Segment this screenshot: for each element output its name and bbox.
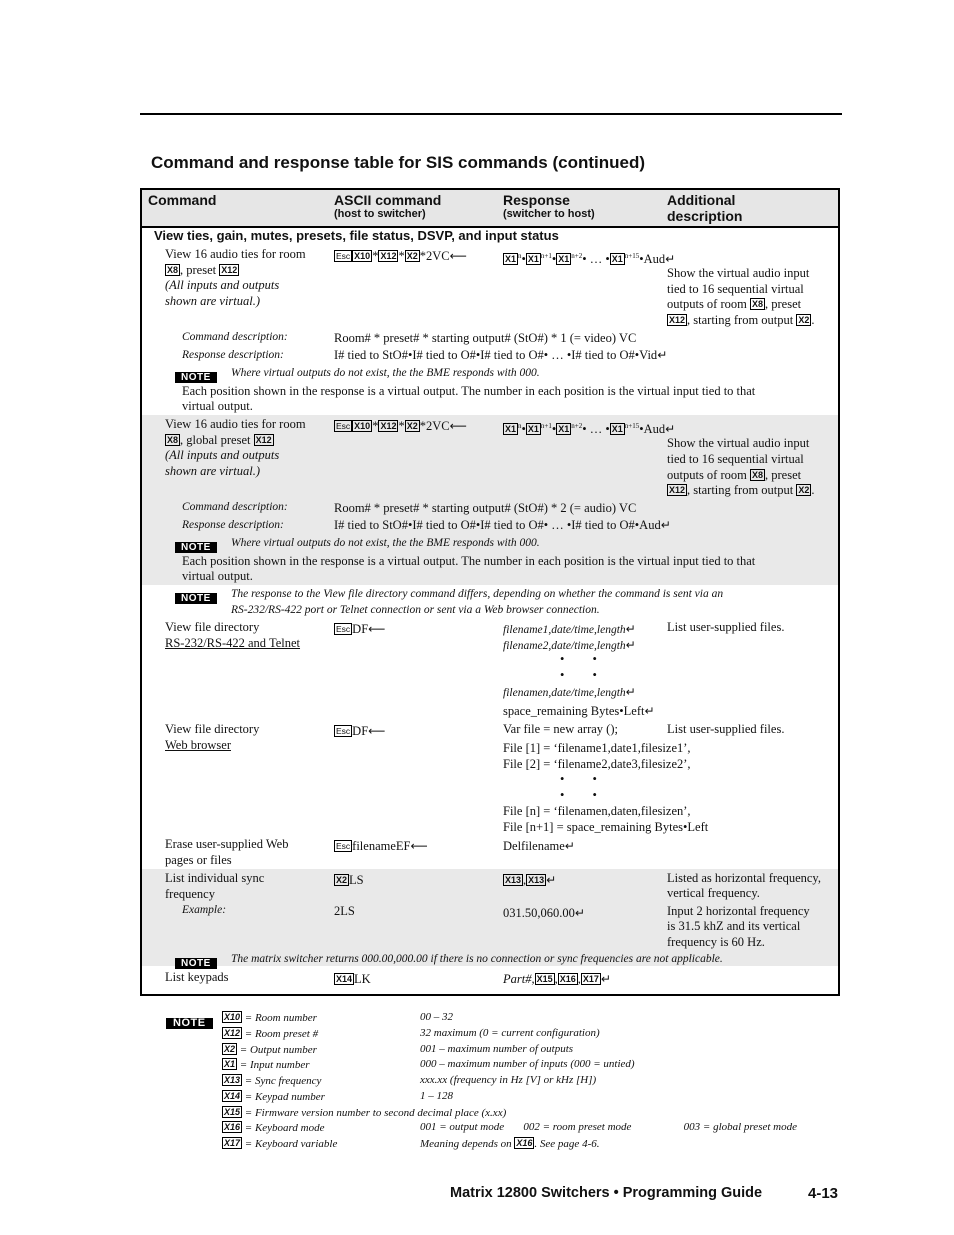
section-heading: View ties, gain, mutes, presets, file status, DSVP, and input status xyxy=(154,228,559,243)
keypads-cmd: List keypads xyxy=(165,970,229,984)
legend-row: X12 = Room preset # xyxy=(224,1028,319,1040)
row2-cmd-1: View 16 audio ties for room xyxy=(165,417,306,431)
left-arrow-icon: ⟵ xyxy=(449,249,467,263)
erase-cmd-1: Erase user-supplied Web xyxy=(165,837,289,851)
erase-resp: Delfilename↵ xyxy=(503,839,575,853)
legend-row: X2 = Output number xyxy=(224,1044,317,1056)
sync-desc-2: vertical frequency. xyxy=(667,886,760,900)
note-badge: NOTE xyxy=(175,953,217,971)
ellipsis-dots: • • xyxy=(560,652,597,666)
sync-cmd-1: List individual sync xyxy=(165,871,265,885)
header-command: Command xyxy=(148,192,217,208)
row1-desc-4: X12 , starting from output X2 . xyxy=(669,313,815,327)
row2-ascii: Esc X10 * X12 * X2 *2VC⟵ xyxy=(336,419,467,433)
legend-row: X17 = Keyboard variable xyxy=(224,1138,338,1150)
sync-ex-desc-3: frequency is 60 Hz. xyxy=(667,935,765,949)
page-number: 4-13 xyxy=(808,1185,839,1202)
sync-example-label: Example: xyxy=(182,904,227,916)
key-x12: X12 xyxy=(221,265,238,275)
file-rs-resp-2: filename2,date/time,length↵ xyxy=(503,638,636,652)
row2-cmd-desc-label: Command description: xyxy=(182,501,288,513)
file-note-2: RS-232/RS-422 port or Telnet connection or sent via a Web browser connection. xyxy=(231,604,600,616)
row2-desc-1: Show the virtual audio input xyxy=(667,436,810,450)
return-icon: ↵ xyxy=(657,348,668,362)
file-rs-resp-1: filename1,date/time,length↵ xyxy=(503,622,636,636)
ellipsis-dots: • • xyxy=(560,788,597,802)
ellipsis-dots: • • xyxy=(560,668,597,682)
header-additional-1: Additional xyxy=(667,192,736,208)
header-response: Response xyxy=(503,192,570,208)
footer-title: Matrix 12800 Switchers • Programming Guide xyxy=(450,1185,763,1201)
legend-row: X14 = Keypad number xyxy=(224,1091,325,1103)
row2-cmd-4: shown are virtual.) xyxy=(165,464,261,478)
legend-value: Meaning depends on X16 . See page 4-6. xyxy=(420,1138,600,1150)
file-rs-resp-n: filenamen,date/time,length↵ xyxy=(503,685,636,699)
file-web-resp-n: File [n] = ‘filenamen,daten,filesizen’, xyxy=(503,804,691,818)
file-web-resp-3: File [2] = ‘filename2,date3,filesize2’, xyxy=(503,757,691,771)
file-rs-resp-last: space_remaining Bytes•Left↵ xyxy=(503,704,655,718)
sync-ex-cmd: 2LS xyxy=(334,904,355,918)
row1-desc-3: outputs of room X8 , preset xyxy=(667,297,802,311)
row2-cmd-desc: Room# * preset# * starting output# (StO#) * 2 (= audio) VC xyxy=(334,501,637,515)
row2-cmd-3: (All inputs and outputs xyxy=(165,448,280,462)
row2-note: Where virtual outputs do not exist, the the BME responds with 000. xyxy=(231,537,540,549)
legend-value: 000 – maximum number of inputs (000 = untied) xyxy=(420,1058,635,1070)
sync-note: The matrix switcher returns 000.00,000.00 if there is no connection or sync frequencies are not applicable. xyxy=(231,953,723,965)
keypads-resp: Part#, X15 , X16 , X17 ↵ xyxy=(503,972,611,986)
row1-resp-desc: I# tied to StO#•I# tied to O#•I# tied to O#• … •I# tied to O#•Vid↵ xyxy=(334,348,668,362)
file-web-resp-2: File [1] = ‘filename1,date1,filesize1’, xyxy=(503,741,691,755)
file-web-resp-1: Var file = new array (); xyxy=(503,722,618,736)
row2-body-1: Each position shown in the response is a virtual output. The number in each position is the virtual input tied to that xyxy=(182,554,756,568)
legend-note-badge: NOTE xyxy=(166,1013,213,1031)
sync-resp: X13 , X13 ↵ xyxy=(505,873,557,887)
legend-value: 001 = output mode 002 = room preset mode 003 = global preset mode xyxy=(420,1121,797,1133)
note-badge: NOTE xyxy=(175,537,217,555)
row2-desc-3: outputs of room X8 , preset xyxy=(667,468,802,482)
row1-cmd-2: X8 , preset X12 xyxy=(167,263,238,277)
file-rs-ascii: Esc DF⟵ xyxy=(336,622,386,636)
legend-value: 00 – 32 xyxy=(420,1011,453,1023)
file-web-cmd-1: View file directory xyxy=(165,722,260,736)
legend-row: X1 = Input number xyxy=(224,1059,310,1071)
row1-body-1: Each position shown in the response is a virtual output. The number in each position is the virtual input tied to that xyxy=(182,384,756,398)
legend-value: 1 – 128 xyxy=(420,1090,453,1102)
row2-response: X1 $^n$• X1 $^{n+1}$• X1 $^{n+2}$• … • X1 $^{n+15}$•Aud↵ xyxy=(505,422,676,436)
legend-row: X16 = Keyboard mode xyxy=(224,1122,325,1134)
row1-cmd-3: (All inputs and outputs xyxy=(165,278,280,292)
legend-row: X13 = Sync frequency xyxy=(224,1075,322,1087)
file-web-ascii: Esc DF⟵ xyxy=(336,724,386,738)
header-response-sub: (switcher to host) xyxy=(503,208,595,220)
sync-desc-1: Listed as horizontal frequency, xyxy=(667,871,821,885)
row2-desc-2: tied to 16 sequential virtual xyxy=(667,452,804,466)
row1-response: X1 $^n$• X1 $^{n+1}$• X1 $^{n+2}$• … • X1 $^{n+15}$•Aud↵ xyxy=(505,252,676,266)
row2-desc-4: X12 , starting from output X2 . xyxy=(669,483,815,497)
sync-ex-desc-1: Input 2 horizontal frequency xyxy=(667,904,810,918)
header-ascii-sub: (host to switcher) xyxy=(334,208,426,220)
file-web-desc: List user-supplied files. xyxy=(667,722,785,736)
key-x8: X8 xyxy=(167,265,179,275)
file-note-1: The response to the View file directory command differs, depending on whether the command is sent via an xyxy=(231,588,724,600)
file-web-cmd-2: Web browser xyxy=(165,738,231,752)
sync-ex-desc-2: is 31.5 khZ and its vertical xyxy=(667,919,801,933)
header-ascii: ASCII command xyxy=(334,192,442,208)
sync-cmd-2: frequency xyxy=(165,887,215,901)
row1-desc-1: Show the virtual audio input xyxy=(667,266,810,280)
row2-resp-desc-label: Response description: xyxy=(182,519,284,531)
return-icon: ↵ xyxy=(660,518,671,532)
note-badge: NOTE xyxy=(175,367,217,385)
row1-cmd-desc: Room# * preset# * starting output# (StO#) * 1 (= video) VC xyxy=(334,331,637,345)
row1-cmd-desc-label: Command description: xyxy=(182,331,288,343)
row1-cmd-1: View 16 audio ties for room xyxy=(165,247,306,261)
legend-row: X15 = Firmware version number to second decimal place (x.xx) xyxy=(224,1107,507,1119)
header-additional-2: description xyxy=(667,208,743,224)
file-web-resp-last: File [n+1] = space_remaining Bytes•Left xyxy=(503,820,709,834)
sync-ex-resp: 031.50,060.00↵ xyxy=(503,906,585,920)
row1-cmd-4: shown are virtual.) xyxy=(165,294,261,308)
row1-resp-desc-label: Response description: xyxy=(182,349,284,361)
left-arrow-icon: ⟵ xyxy=(449,419,467,433)
legend-value: 32 maximum (0 = current configuration) xyxy=(420,1027,600,1039)
row2-resp-desc: I# tied to StO#•I# tied to O#•I# tied to O#• … •I# tied to O#•Aud↵ xyxy=(334,518,671,532)
row1-body-2: virtual output. xyxy=(182,399,253,413)
ellipsis-dots: • • xyxy=(560,772,597,786)
note-badge: NOTE xyxy=(175,588,217,606)
page-title: Command and response table for SIS commands (continued) xyxy=(151,153,646,172)
sync-ascii: X2 LS xyxy=(336,873,364,887)
row1-desc-2: tied to 16 sequential virtual xyxy=(667,282,804,296)
file-rs-cmd-2: RS-232/RS-422 and Telnet xyxy=(165,636,301,650)
return-icon: ↵ xyxy=(665,252,676,266)
legend-value: 001 – maximum number of outputs xyxy=(420,1043,574,1055)
top-rule xyxy=(140,113,842,115)
row2-body-2: virtual output. xyxy=(182,569,253,583)
erase-cmd-2: pages or files xyxy=(165,853,232,867)
legend-row: X10 = Room number xyxy=(224,1012,317,1024)
row1-ascii: Esc X10 * X12 * X2 *2VC⟵ xyxy=(336,249,467,263)
keypads-ascii: X14 LK xyxy=(336,972,371,986)
file-rs-cmd-1: View file directory xyxy=(165,620,260,634)
legend-value: xxx.xx (frequency in Hz [V] or kHz [H]) xyxy=(420,1074,597,1086)
row1-note: Where virtual outputs do not exist, the the BME responds with 000. xyxy=(231,367,540,379)
file-rs-desc: List user-supplied files. xyxy=(667,620,785,634)
row2-cmd-2: X8 , global preset X12 xyxy=(167,433,272,447)
erase-ascii: Esc filenameEF⟵ xyxy=(336,839,428,853)
return-icon: ↵ xyxy=(665,422,676,436)
